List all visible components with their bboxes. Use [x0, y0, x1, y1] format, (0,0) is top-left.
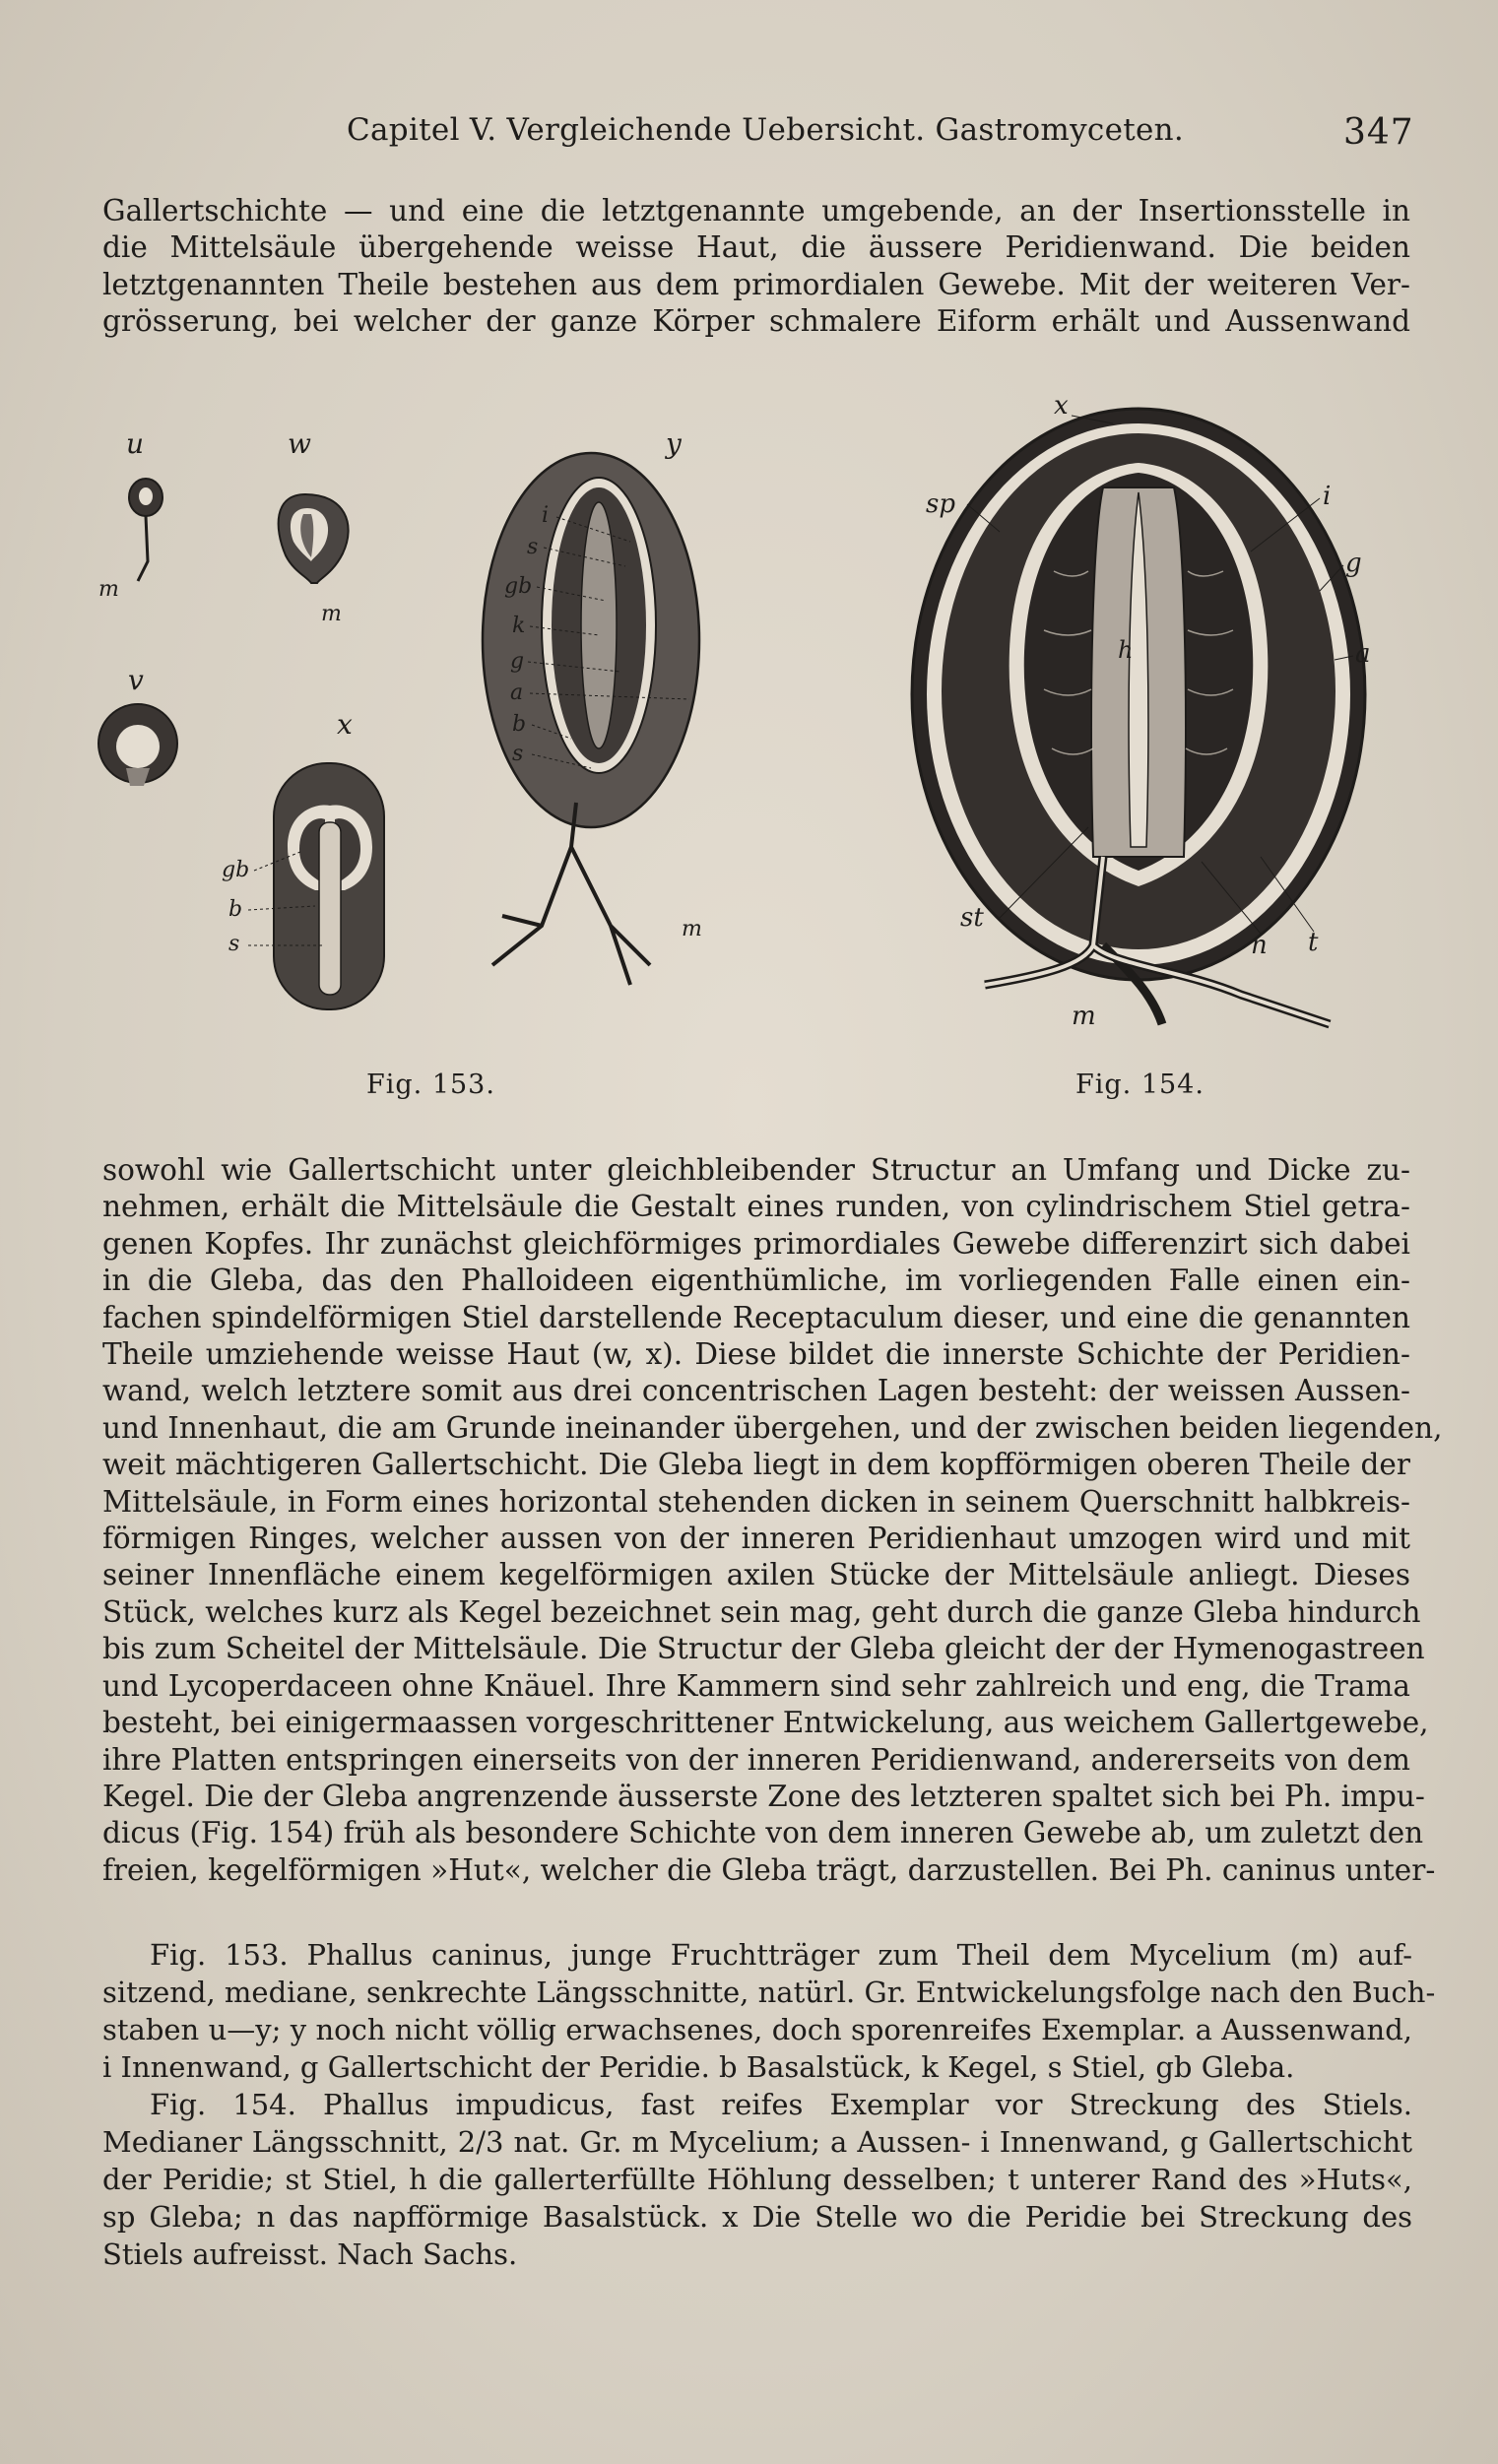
label-h: h	[1118, 636, 1134, 664]
label-b: b	[228, 897, 243, 922]
label-a: a	[1355, 639, 1371, 669]
text-line: in die Gleba, das den Phalloideen eigenthümliche, im vorliegenden Falle einen ein-	[102, 1264, 1410, 1298]
caption-line: der Peridie; st Stiel, h die gallerterfüllte Höhlung desselben; t unterer Rand des »Huts«,	[102, 2163, 1412, 2196]
page-number: 347	[1343, 112, 1414, 153]
label-t: t	[1308, 928, 1319, 957]
caption-line: Fig. 154. Phallus impudicus, fast reifes Exemplar vor Streckung des Stiels.	[150, 2088, 1412, 2121]
label-m: m	[321, 602, 342, 626]
running-header: Capitel V. Vergleichende Uebersicht. Gastromyceten.	[347, 112, 1185, 148]
label-m: m	[682, 917, 702, 941]
caption-line: sitzend, mediane, senkrechte Längsschnitte, natürl. Gr. Entwickelungsfolge nach den Buch-	[102, 1976, 1436, 2009]
label-n: n	[1251, 931, 1268, 960]
text-line: nehmen, erhält die Mittelsäule die Gestalt eines runden, von cylindrischem Stiel getra-	[102, 1190, 1410, 1224]
label-x: x	[1054, 394, 1069, 421]
paragraph-top	[102, 193, 1410, 341]
label-m: m	[98, 577, 119, 602]
text-line: förmigen Ringes, welcher aussen von der inneren Peridienhaut umzogen wird und mit	[102, 1522, 1410, 1556]
caption-line: Fig. 153. Phallus caninus, junge Fruchtträger zum Theil dem Mycelium (m) auf-	[150, 1938, 1412, 1972]
label-k: k	[512, 614, 526, 638]
label-st: st	[960, 903, 984, 933]
label-a: a	[510, 681, 524, 705]
text-line: weit mächtigeren Gallertschicht. Die Gleba liegt in dem kopfförmigen oberen Theile der	[102, 1448, 1410, 1482]
text-line: und Lycoperdaceen ohne Knäuel. Ihre Kammern sind sehr zahlreich und eng, die Trama	[102, 1668, 1410, 1703]
text-line: fachen spindelförmigen Stiel darstellende Receptaculum dieser, und eine die genannten	[102, 1300, 1410, 1334]
label-v: v	[128, 664, 144, 696]
text-line: genen Kopfes. Ihr zunächst gleichförmiges primordiales Gewebe differenzirt sich dabei	[102, 1226, 1410, 1261]
text-line: bis zum Scheitel der Mittelsäule. Die Structur der Gleba gleicht der der Hymenogastreen	[102, 1632, 1425, 1666]
label-g: g	[1345, 549, 1362, 578]
caption-line: i Innenwand, g Gallertschicht der Peridie. b Basalstück, k Kegel, s Stiel, gb Gleba.	[102, 2050, 1295, 2084]
label-y: y	[666, 427, 682, 460]
label-gb: gb	[504, 574, 533, 599]
label-u: u	[126, 427, 145, 460]
text-line: sowohl wie Gallertschicht unter gleichbleibender Structur an Umfang und Dicke zu-	[102, 1153, 1410, 1187]
text-line: besteht, bei einigermaassen vorgeschrittener Entwickelung, aus weichem Gallertgewebe,	[102, 1706, 1429, 1740]
label-m: m	[1072, 1002, 1096, 1031]
text-line: wand, welch letztere somit aus drei concentrischen Lagen besteht: der weissen Aussen-	[102, 1374, 1410, 1408]
text-line: Kegel. Die der Gleba angrenzende äusserste Zone des letzteren spaltet sich bei Ph. impu-	[102, 1779, 1425, 1813]
text-line: dicus (Fig. 154) früh als besondere Schichte von dem inneren Gewebe ab, um zuletzt den	[102, 1816, 1424, 1850]
label-s: s	[512, 742, 524, 766]
paragraph-main	[102, 1152, 1443, 1889]
caption-line: Medianer Längsschnitt, 2/3 nat. Gr. m Mycelium; a Aussen- i Innenwand, g Gallertschicht	[102, 2125, 1412, 2159]
label-i: i	[542, 503, 550, 528]
specimen-w	[279, 494, 349, 583]
caption-fig-154	[102, 2086, 1412, 2273]
text-line: Stück, welches kurz als Kegel bezeichnet sein mag, geht durch die ganze Gleba hindurch	[102, 1594, 1421, 1629]
specimen-x	[274, 763, 384, 1009]
text-line: ihre Platten entspringen einerseits von der inneren Peridienwand, andererseits von dem	[102, 1742, 1410, 1777]
label-i: i	[1323, 482, 1332, 511]
specimen-u	[129, 479, 163, 581]
figure-154	[906, 394, 1418, 1064]
text-line: grösserung, bei welcher der ganze Körper schmalere Eiform erhält und Aussenwand	[102, 304, 1410, 339]
text-line: letztgenannten Theile bestehen aus dem primordialen Gewebe. Mit der weiteren Ver-	[102, 267, 1410, 301]
caption-line: sp Gleba; n das napfförmige Basalstück. x Die Stelle wo die Peridie bei Streckung des	[102, 2200, 1412, 2234]
label-s: s	[228, 932, 240, 956]
text-line: freien, kegelförmigen »Hut«, welcher die Gleba trägt, darzustellen. Bei Ph. caninus unter-	[102, 1852, 1436, 1887]
label-gb: gb	[222, 858, 250, 882]
caption-line: staben u—y; y noch nicht völlig erwachsenes, doch sporenreifes Exemplar. a Aussenwand,	[102, 2013, 1412, 2046]
text-line: und Innenhaut, die am Grunde ineinander übergehen, und der zwischen beiden liegenden,	[102, 1410, 1443, 1445]
label-g: g	[510, 649, 525, 674]
figure-153	[79, 414, 749, 1073]
text-line: Mittelsäule, in Form eines horizontal stehenden dicken in seinem Querschnitt halbkreis-	[102, 1484, 1410, 1519]
figure-153-label: Fig. 153.	[366, 1070, 495, 1100]
label-x: x	[337, 708, 353, 741]
text-line: Theile umziehende weisse Haut (w, x). Diese bildet die innerste Schichte der Peridien-	[102, 1337, 1410, 1372]
label-w: w	[288, 427, 311, 460]
text-line: die Mittelsäule übergehende weisse Haut, die äussere Peridienwand. Die beiden	[102, 230, 1410, 265]
caption-fig-153	[102, 1936, 1436, 2086]
figure-154-label: Fig. 154.	[1075, 1070, 1205, 1100]
label-sp: sp	[926, 489, 955, 519]
label-b: b	[512, 712, 527, 737]
specimen-v	[98, 704, 177, 786]
text-line: seiner Innenfläche einem kegelförmigen axilen Stücke der Mittelsäule anliegt. Dieses	[102, 1558, 1410, 1592]
caption-line: Stiels aufreisst. Nach Sachs.	[102, 2237, 518, 2271]
text-line: Gallertschichte — und eine die letztgenannte umgebende, an der Insertionsstelle in	[102, 194, 1410, 227]
label-s: s	[527, 535, 539, 559]
